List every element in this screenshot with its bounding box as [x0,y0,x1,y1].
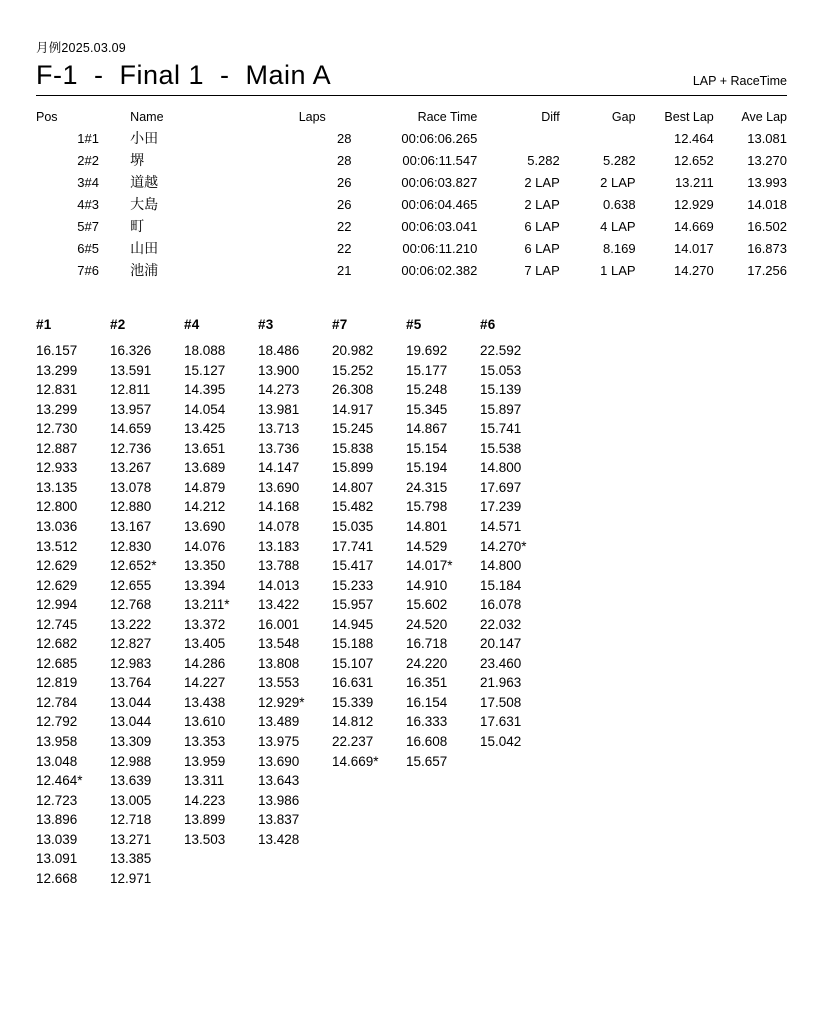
result-diff [477,127,559,149]
result-driver-name: 堺 [130,153,145,170]
result-diff: 2 LAP [524,175,560,191]
lap-time: 13.005 [110,792,152,808]
lap-time: 13.957 [110,401,152,417]
result-gap: 2 LAP [600,175,636,191]
result-driver-name: 町 [130,219,145,236]
lap-times-section [36,317,787,888]
result-gap [560,127,636,149]
lap-time: 13.986 [258,792,300,808]
lap-time: 19.692 [406,343,448,359]
lap-time: 13.311 [184,773,225,789]
results-table [36,110,787,281]
lap-time: 15.798 [406,499,448,515]
lap-time: 13.299 [36,401,78,417]
result-laps: 21 [337,263,352,279]
lap-time: 15.657 [406,753,448,769]
lap-time: 14.270* [480,538,527,554]
result-driver-name: 山田 [130,241,159,258]
lap-time: 14.867 [406,421,448,437]
lap-time: 23.460 [480,655,522,671]
lap-time: 13.690 [184,518,226,534]
meta-date: 月例2025.03.09 [36,41,126,55]
lap-time: 13.267 [110,460,152,476]
lap-time: 13.183 [258,538,300,554]
result-gap: 0.638 [603,197,636,213]
lap-time: 14.910 [406,577,448,593]
lap-column-header: #6 [480,317,496,333]
result-driver-name: 小田 [130,131,159,148]
lap-time: 13.975 [258,733,300,749]
lap-time: 15.107 [332,655,374,671]
lap-time: 17.631 [480,714,522,730]
lap-time: 13.428 [258,831,300,847]
table-row [36,193,787,215]
lap-time: 13.353 [184,733,226,749]
lap-time: 14.529 [406,538,448,554]
result-pos: 7 [77,263,85,279]
lap-time: 20.147 [480,636,522,652]
result-pos: 3 [77,175,85,191]
result-ave-lap: 13.081 [747,131,787,147]
lap-time: 12.745 [36,616,78,632]
result-gap: 1 LAP [600,263,636,279]
lap-time: 13.503 [184,831,226,847]
lap-time: 15.339 [332,694,374,710]
lap-time: 15.035 [332,518,374,534]
lap-time: 24.220 [406,655,448,671]
lap-time: 12.827 [110,636,152,652]
lap-time: 13.167 [110,518,152,534]
lap-time: 12.718 [110,812,152,828]
result-car-number: #2 [84,153,99,169]
lap-time: 16.351 [406,675,448,691]
result-diff: 6 LAP [524,241,560,257]
lap-time: 13.309 [110,733,152,749]
result-driver-name: 大島 [130,197,159,214]
lap-time: 14.013 [258,577,300,593]
lap-time: 17.741 [332,538,374,554]
result-diff: 6 LAP [524,219,560,235]
result-race-time: 00:06:02.382 [401,263,478,279]
lap-time: 13.048 [36,753,78,769]
lap-time: 14.078 [258,518,300,534]
lap-time: 14.076 [184,538,226,554]
result-driver-name: 池浦 [130,263,159,280]
lap-column [36,317,110,888]
lap-time: 15.838 [332,440,374,456]
lap-time: 14.571 [480,518,522,534]
lap-column-header: #2 [110,317,126,333]
lap-time: 16.718 [406,636,448,652]
lap-times-grid [36,317,787,888]
result-pos: 6 [77,241,85,257]
lap-time: 21.963 [480,675,522,691]
lap-time: 12.668 [36,870,78,886]
result-laps: 28 [337,131,352,147]
lap-time: 13.422 [258,597,300,613]
result-gap: 4 LAP [600,219,636,235]
lap-time: 16.333 [406,714,448,730]
result-best-lap: 13.211 [674,175,714,191]
lap-time: 13.385 [110,851,152,867]
col-name: Name [130,110,164,125]
lap-time: 13.958 [36,733,78,749]
lap-time: 12.736 [110,440,152,456]
col-race-time: Race Time [417,110,478,125]
lap-time: 15.188 [332,636,374,652]
lap-time: 13.271 [110,831,152,847]
lap-time: 16.001 [258,616,300,632]
lap-time: 13.788 [258,558,300,574]
lap-time: 22.592 [480,343,522,359]
result-best-lap: 12.929 [673,197,714,213]
lap-time: 13.135 [36,479,78,495]
lap-time: 13.736 [258,440,300,456]
table-row [36,149,787,171]
result-race-time: 00:06:03.041 [401,219,478,235]
lap-time: 12.971 [110,870,152,886]
lap-column [184,317,258,888]
lap-time: 13.425 [184,421,226,437]
lap-time: 15.482 [332,499,374,515]
result-best-lap: 14.017 [673,241,714,257]
result-car-number: #3 [84,197,99,213]
lap-time: 13.959 [184,753,226,769]
lap-time: 12.880 [110,499,152,515]
lap-time: 12.723 [36,792,78,808]
lap-time: 14.212 [184,499,226,515]
lap-time: 14.054 [184,401,226,417]
result-car-number: #1 [84,131,99,147]
lap-time: 17.239 [480,499,522,515]
lap-time: 13.764 [110,675,152,691]
lap-time: 16.157 [36,343,78,359]
lap-time: 14.168 [258,499,300,515]
lap-time: 12.629 [36,558,78,574]
lap-time: 24.520 [406,616,448,632]
lap-time: 13.044 [110,714,152,730]
result-ave-lap: 13.270 [747,153,787,169]
lap-time: 15.233 [332,577,374,593]
lap-time: 13.222 [110,616,152,632]
result-gap: 8.169 [603,241,636,257]
lap-time: 12.792 [36,714,78,730]
lap-time: 13.643 [258,773,300,789]
lap-time: 13.091 [36,851,78,867]
result-best-lap: 12.464 [673,131,714,147]
lap-time: 13.350 [184,558,226,574]
lap-time: 13.548 [258,636,300,652]
lap-time: 13.899 [184,812,226,828]
lap-time: 12.800 [36,499,78,515]
lap-time: 16.631 [332,675,374,691]
lap-time: 15.248 [406,382,448,398]
lap-time: 15.154 [406,440,448,456]
lap-time: 13.394 [184,577,226,593]
lap-time: 12.629 [36,577,78,593]
lap-time: 16.078 [480,597,522,613]
result-car-number: #7 [84,219,99,235]
lap-column [480,317,554,888]
lap-column [258,317,332,888]
lap-time: 18.088 [184,343,226,359]
lap-time: 15.127 [184,362,226,378]
lap-time: 16.326 [110,343,152,359]
lap-time: 20.982 [332,343,374,359]
lap-time: 13.553 [258,675,300,691]
lap-time: 17.508 [480,694,522,710]
result-laps: 22 [337,241,352,257]
result-ave-lap: 16.873 [747,241,787,257]
lap-time: 13.639 [110,773,152,789]
lap-time: 15.897 [480,401,522,417]
lap-time: 22.032 [480,616,522,632]
lap-time: 13.896 [36,812,78,828]
lap-time: 14.223 [184,792,226,808]
result-pos: 5 [77,219,85,235]
lap-time: 13.044 [110,694,152,710]
result-best-lap: 14.669 [673,219,714,235]
lap-time: 13.981 [258,401,300,417]
lap-column-header: #4 [184,317,200,333]
lap-time: 15.245 [332,421,374,437]
lap-time: 17.697 [480,479,522,495]
lap-time: 15.194 [406,460,448,476]
lap-time: 12.682 [36,636,78,652]
lap-time: 13.299 [36,362,78,378]
result-laps: 28 [337,153,352,169]
lap-time: 14.801 [406,518,448,534]
lap-time: 14.800 [480,558,522,574]
col-best-lap: Best Lap [664,110,714,125]
lap-time: 14.147 [258,460,300,476]
lap-time: 12.784 [36,694,78,710]
lap-time: 12.933 [36,460,78,476]
lap-time: 12.819 [36,675,78,691]
lap-column-header: #7 [332,317,348,333]
result-best-lap: 12.652 [673,153,714,169]
col-car [85,110,131,127]
result-race-time: 00:06:06.265 [401,131,478,147]
lap-time: 12.887 [36,440,78,456]
lap-time: 15.252 [332,362,374,378]
lap-time: 13.036 [36,518,78,534]
lap-time: 13.489 [258,714,300,730]
lap-time: 14.917 [332,401,374,417]
result-ave-lap: 17.256 [747,263,787,279]
table-row [36,127,787,149]
lap-time: 14.800 [480,460,522,476]
lap-time: 12.464* [36,773,83,789]
lap-time: 15.538 [480,440,522,456]
result-diff: 7 LAP [524,263,560,279]
lap-time: 15.053 [480,362,522,378]
lap-time: 13.837 [258,812,300,828]
lap-time: 13.900 [258,362,300,378]
lap-time: 14.286 [184,655,226,671]
lap-time: 13.713 [258,421,300,437]
mode-label: LAP + RaceTime [692,74,787,89]
col-pos: Pos [36,110,58,125]
result-laps: 26 [337,175,352,191]
lap-time: 13.808 [258,655,300,671]
lap-time: 12.811 [110,382,151,398]
lap-time: 13.078 [110,479,152,495]
lap-time: 16.154 [406,694,448,710]
table-row [36,171,787,193]
lap-time: 22.237 [332,733,374,749]
results-header-row [36,110,787,127]
lap-time: 13.690 [258,479,300,495]
result-car-number: #5 [84,241,99,257]
lap-time: 14.879 [184,479,226,495]
lap-time: 13.039 [36,831,78,847]
result-pos: 2 [77,153,85,169]
result-gap: 5.282 [603,153,636,169]
lap-time: 13.438 [184,694,226,710]
lap-time: 14.945 [332,616,374,632]
lap-time: 12.768 [110,597,152,613]
lap-column-header: #1 [36,317,52,333]
result-diff: 5.282 [527,153,560,169]
lap-time: 13.591 [110,362,152,378]
result-driver-name: 道越 [130,175,159,192]
lap-column [110,317,184,888]
result-race-time: 00:06:03.827 [401,175,478,191]
table-row [36,259,787,281]
lap-time: 16.608 [406,733,448,749]
lap-time: 13.651 [184,440,226,456]
col-laps: Laps [298,110,326,125]
lap-column-header: #5 [406,317,422,333]
result-car-number: #4 [84,175,99,191]
col-gap: Gap [611,110,636,125]
lap-time: 13.512 [36,538,78,554]
lap-time: 12.994 [36,597,78,613]
result-race-time: 00:06:11.547 [402,153,478,169]
lap-time: 15.177 [406,362,448,378]
result-diff: 2 LAP [524,197,560,213]
result-ave-lap: 16.502 [747,219,787,235]
lap-time: 12.831 [36,382,78,398]
lap-time: 14.395 [184,382,226,398]
lap-time: 12.929* [258,694,305,710]
result-ave-lap: 13.993 [747,175,787,191]
lap-time: 15.957 [332,597,374,613]
lap-column [332,317,406,888]
lap-time: 14.017* [406,558,453,574]
lap-time: 24.315 [406,479,448,495]
lap-time: 12.830 [110,538,152,554]
lap-time: 14.227 [184,675,226,691]
lap-time: 15.184 [480,577,522,593]
result-race-time: 00:06:04.465 [401,197,478,213]
lap-time: 13.689 [184,460,226,476]
table-row [36,215,787,237]
col-diff: Diff [541,110,560,125]
lap-time: 12.655 [110,577,152,593]
result-race-time: 00:06:11.210 [402,241,478,257]
lap-time: 13.405 [184,636,226,652]
lap-column-header: #3 [258,317,274,333]
lap-time: 12.730 [36,421,78,437]
result-ave-lap: 14.018 [747,197,787,213]
lap-time: 14.659 [110,421,152,437]
lap-time: 15.899 [332,460,374,476]
result-laps: 26 [337,197,352,213]
lap-time: 18.486 [258,343,300,359]
lap-time: 14.807 [332,479,374,495]
lap-time: 15.139 [480,382,522,398]
col-ave-lap: Ave Lap [741,110,787,125]
result-pos: 1 [77,131,85,147]
lap-column [406,317,480,888]
lap-time: 13.372 [184,616,226,632]
result-pos: 4 [77,197,85,213]
lap-time: 26.308 [332,382,374,398]
title-row [36,60,787,96]
lap-time: 13.690 [258,753,300,769]
lap-time: 12.983 [110,655,152,671]
lap-time: 13.610 [184,714,226,730]
lap-time: 12.652* [110,558,157,574]
table-row [36,237,787,259]
lap-time: 15.602 [406,597,448,613]
lap-time: 14.812 [332,714,374,730]
result-best-lap: 14.270 [673,263,714,279]
lap-time: 15.741 [480,421,522,437]
result-laps: 22 [337,219,352,235]
lap-time: 13.211* [184,597,230,613]
lap-time: 12.685 [36,655,78,671]
lap-time: 15.417 [332,558,374,574]
page-title: F-1 - Final 1 - Main A [36,60,332,90]
result-car-number: #6 [84,263,99,279]
lap-time: 14.273 [258,382,300,398]
lap-time: 12.988 [110,753,152,769]
lap-time: 15.345 [406,401,448,417]
lap-time: 14.669* [332,753,379,769]
lap-time: 15.042 [480,733,522,749]
